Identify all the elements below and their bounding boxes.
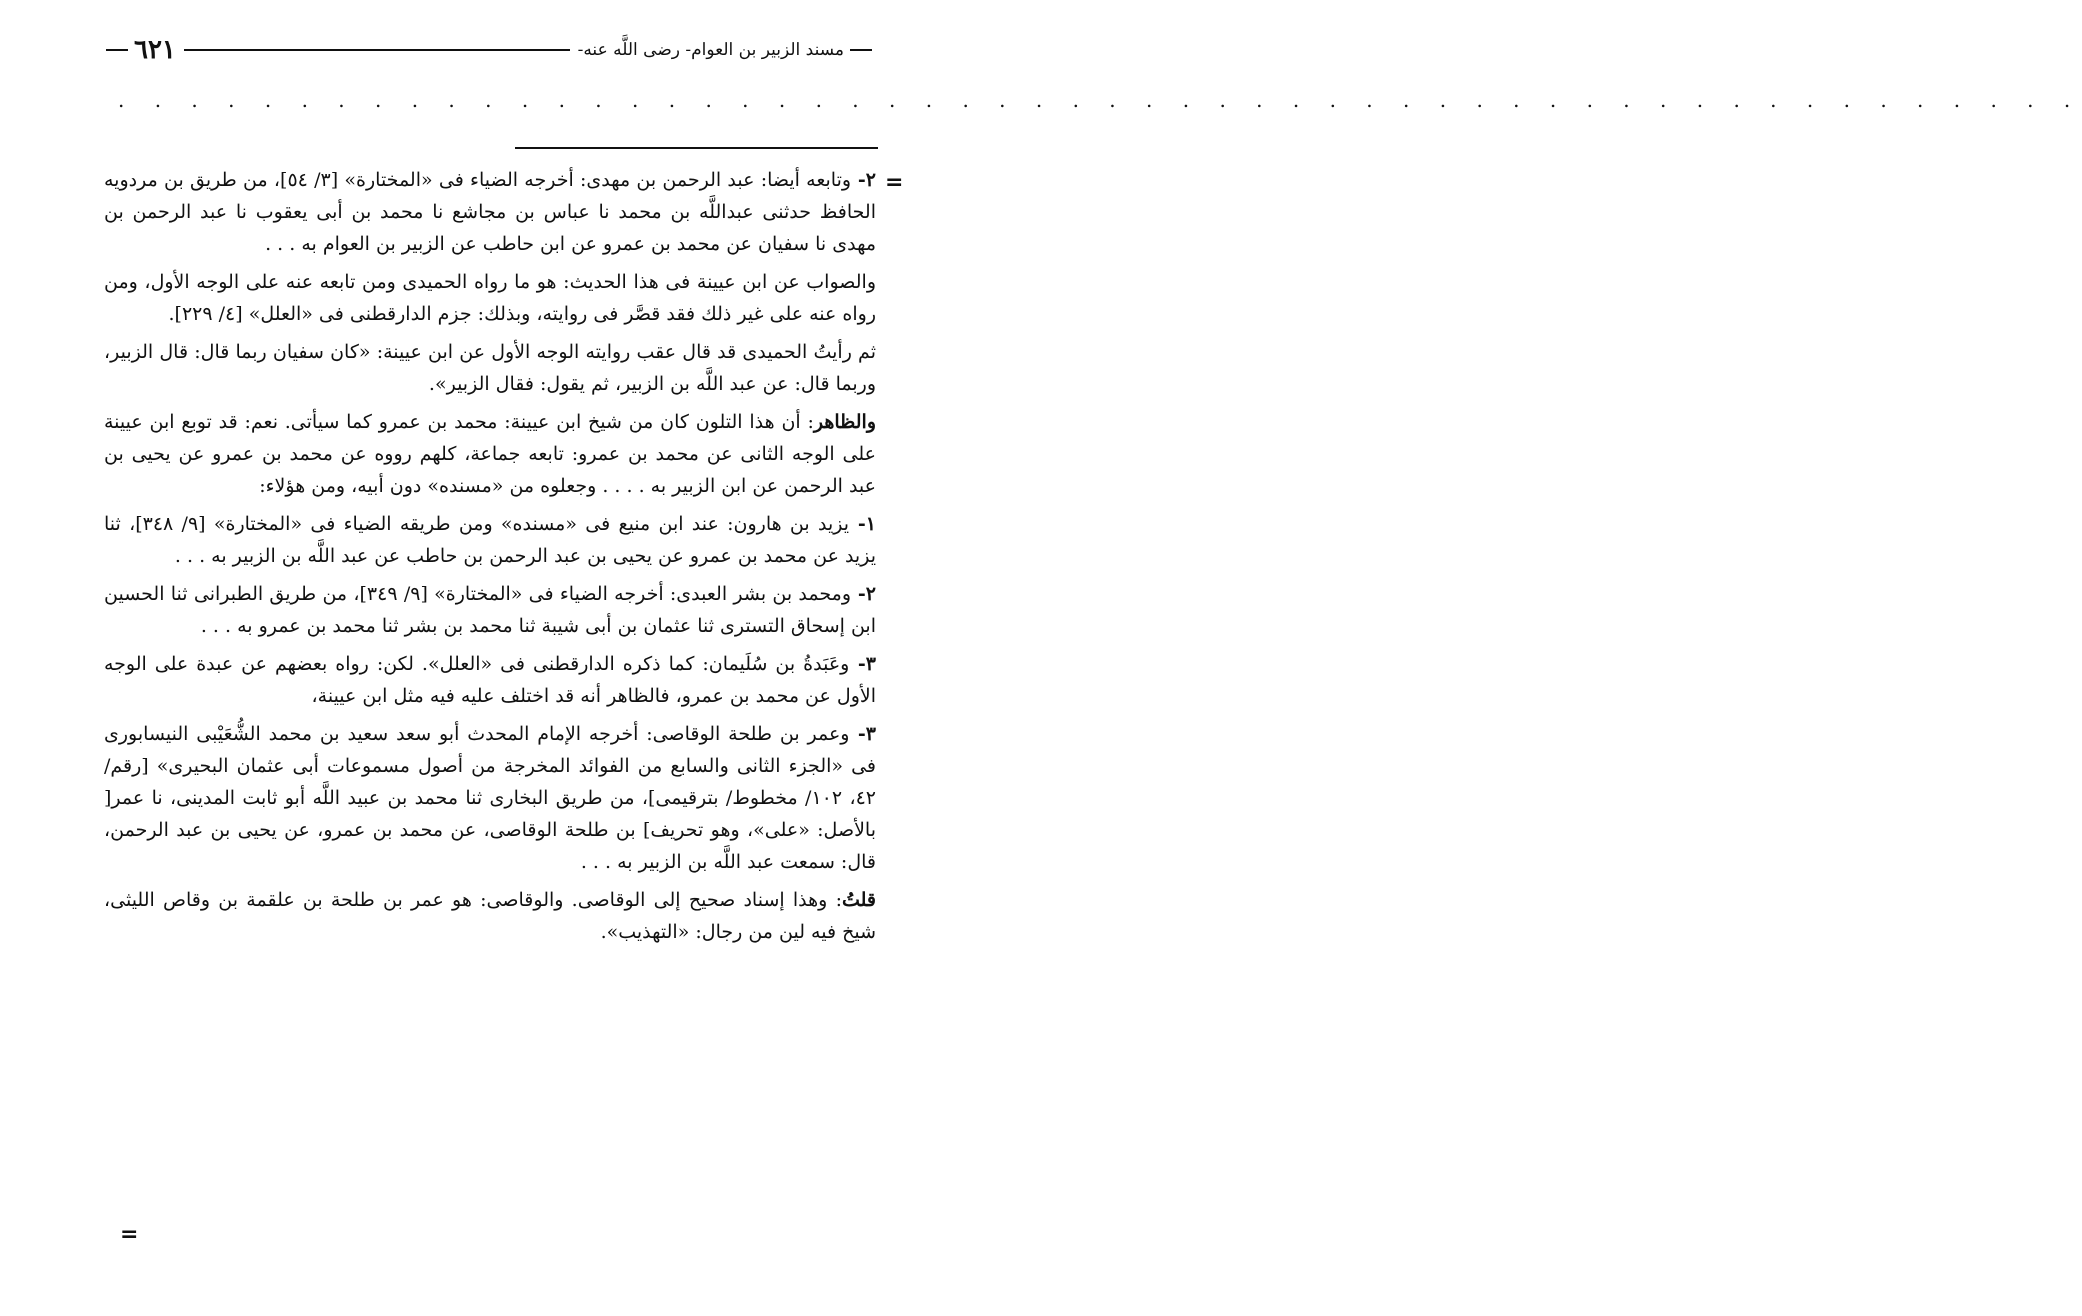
paragraph-text: والصواب عن ابن عيينة فى هذا الحديث: هو ما رواه الحميدى ومن تابعه عنه على الوجه الأول، ومن رواه عنه على غير ذلك فقد قصَّر فى روايته، وبذلك: جزم الدارقطنى فى «العلل» [٤/ ٢٢٩]. xyxy=(104,271,876,325)
dotted-separator: . . . . . . . . . . . . . . . . . . . . . . . . . . . . . . . . . . . . . . . . . . . . . . . . . . . . . . xyxy=(118,88,2082,112)
paragraph-text: وتابعه أيضا: عبد الرحمن بن مهدى: أخرجه الضياء فى «المختارة» [٣/ ٥٤]، من طريق بن مردويه الحافظ حدثنى عبداللَّه بن محمد نا عباس بن مجاشع نا محمد بن أبى يعقوب نا عبد الرحمن بن مهدى نا سفيان عن محمد بن عمرو عن ابن حاطب عن الزبير بن العوام به . . . xyxy=(104,169,876,255)
paragraph-text: وعمر بن طلحة الوقاصى: أخرجه الإمام المحدث أبو سعد سعيد بن محمد الشُّعَيْبى النيسابورى فى «الجزء الثانى والسابع من الفوائد المخرجة من أصول مسموعات أبى عثمان البحيرى» [رقم/ ٤٢، ١٠٢/ مخطوط/ بترقيمى]، من طريق البخارى ثنا محمد بن عبيد اللَّه أبو ثابت المدينى، نا عمر[ بالأصل: «على»، وهو تحريف] بن طلحة الوقاصى، عن محمد بن عمرو، عن يحيى بن عبد الرحمن، قال: سمعت عبد اللَّه بن الزبير به . . . xyxy=(104,723,876,873)
paragraph-text: ومحمد بن بشر العبدى: أخرجه الضياء فى «المختارة» [٩/ ٣٤٩]، من طريق الطبرانى ثنا الحسين ابن إسحاق التسترى ثنا عثمان بن أبى شيبة ثنا محمد بن بشر ثنا محمد بن عمرو به . . . xyxy=(104,583,876,637)
header-rule xyxy=(184,49,570,51)
header-dash-left xyxy=(106,49,128,51)
paragraph-text: : أن هذا التلون كان من شيخ ابن عيينة: محمد بن عمرو كما سيأتى. نعم: قد توبع ابن عيينة على الوجه الثانى عن محمد بن عمرو: تابعه جماعة، كلهم رووه عن محمد بن عمرو عن يحيى بن عبد الرحمن عن ابن الزبير به . . . . وجعلوه من «مسنده» دون أبيه، ومن هؤلاء: xyxy=(104,411,876,497)
paragraph-lead: قلتُ xyxy=(841,889,876,911)
running-header xyxy=(100,30,878,70)
paragraph-text: وعَبَدةُ بن سُلَيمان: كما ذكره الدارقطنى فى «العلل». لكن: رواه بعضهم عن عبدة على الوجه الأول عن محمد بن عمرو، فالظاهر أنه قد اختلف عليه فيه مثل ابن عيينة، xyxy=(104,653,876,707)
paragraph xyxy=(104,718,876,878)
paragraph-lead: ٢- xyxy=(851,169,876,191)
paragraph-text: يزيد بن هارون: عند ابن منيع فى «مسنده» ومن طريقه الضياء فى «المختارة» [٩/ ٣٤٨]، ثنا يزيد عن محمد بن عمرو عن يحيى بن عبد الرحمن بن حاطب عن عبد اللَّه بن الزبير به . . . xyxy=(104,513,876,567)
paragraph-lead: ١- xyxy=(849,513,876,535)
paragraph xyxy=(104,508,876,572)
paragraph-lead: ٣- xyxy=(849,653,876,675)
paragraph xyxy=(104,648,876,712)
page-number: ٦٢١ xyxy=(134,35,176,65)
paragraph xyxy=(104,266,876,330)
header-dash-right xyxy=(850,49,872,51)
paragraph-text: ثم رأيتُ الحميدى قد قال عقب روايته الوجه الأول عن ابن عيينة: «كان سفيان ربما قال: قال الزبير، وربما قال: عن عبد اللَّه بن الزبير، ثم يقول: فقال الزبير». xyxy=(104,341,876,395)
footnote-body xyxy=(104,164,876,950)
paragraph-text: : وهذا إسناد صحيح إلى الوقاصى. والوقاصى: هو عمر بن طلحة بن علقمة بن وقاص الليثى، شيخ فيه لين من رجال: «التهذيب». xyxy=(104,889,876,943)
paragraph xyxy=(104,164,876,260)
footnote-rule xyxy=(515,147,878,149)
paragraph-lead: ٣- xyxy=(849,723,876,745)
continuation-mark-bottom: = xyxy=(120,1222,139,1247)
continuation-mark-top: = xyxy=(885,170,904,195)
paragraph-lead: والظاهر xyxy=(813,411,876,433)
paragraph xyxy=(104,884,876,948)
running-title: مسند الزبير بن العوام- رضى اللَّه عنه- xyxy=(577,40,844,60)
paragraph xyxy=(104,406,876,502)
paragraph xyxy=(104,578,876,642)
paragraph xyxy=(104,336,876,400)
paragraph-lead: ٢- xyxy=(851,583,876,605)
